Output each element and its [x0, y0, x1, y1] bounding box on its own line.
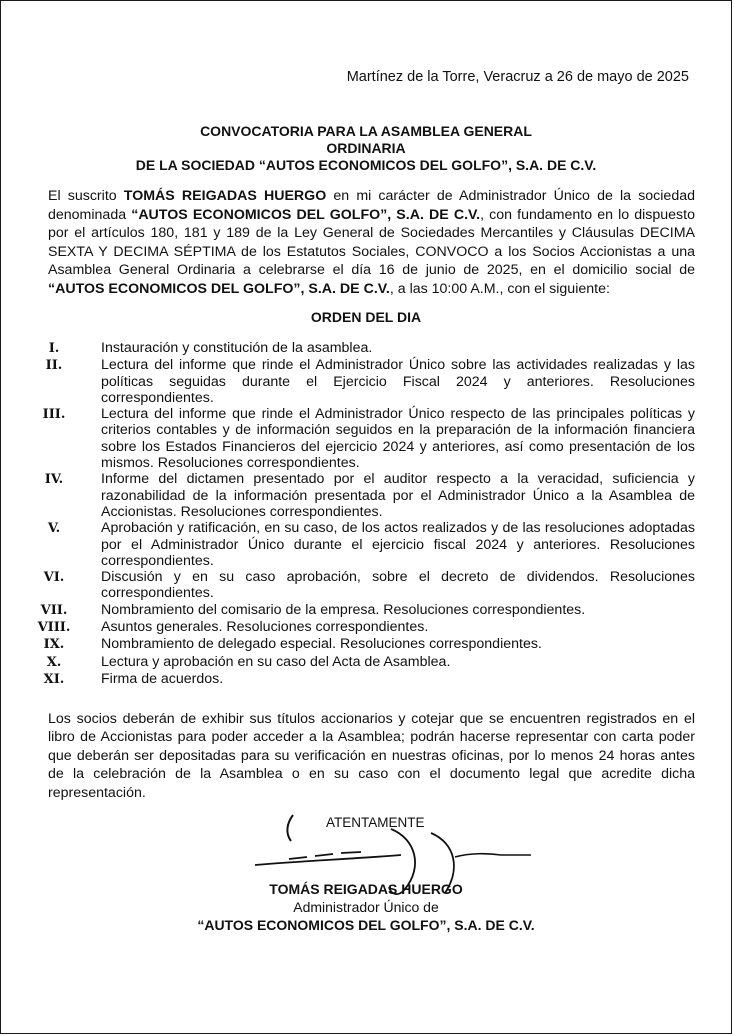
- agenda-item-number: IV.: [44, 472, 64, 488]
- agenda-item-text: Asuntos generales. Resoluciones correspondientes.: [101, 619, 429, 636]
- agenda-item-text: Lectura del informe que rinde el Administrador Único respecto de las principales políticas y criterios contables y de información seguidos en la preparación de la información financiera sobre los Estados Financieros del ejercicio 2024 y anteriores, así como presentación de los mismos. Resoluciones correspondientes.: [101, 406, 695, 472]
- agenda-item-text: Instauración y constitución de la asamblea.: [101, 340, 373, 356]
- agenda-item: [31, 671, 695, 688]
- agenda-item-text: Lectura y aprobación en su caso del Acta de Asamblea.: [101, 653, 451, 670]
- intro-paragraph: [48, 187, 695, 299]
- agenda-item-number: XI.: [43, 671, 65, 687]
- agenda-item-text: Aprobación y ratificación, en su caso, de los actos realizados y de las resoluciones adoptadas por el Administrador Único durante el ejercicio fiscal 2024 y anteriores. Resoluciones correspondientes.: [101, 520, 695, 569]
- agenda-item: [31, 654, 695, 671]
- agenda-item: [31, 602, 695, 619]
- agenda-item-text: Discusión y en su caso aprobación, sobre el decreto de dividendos. Resoluciones correspondientes.: [101, 569, 695, 602]
- closing-paragraph: Los socios deberán de exhibir sus títulos accionarios y cotejar que se encuentren registrados en el libro de Accionistas para poder acceder a la Asamblea; podrán hacerse representar con carta poder que deberán ser depositadas para su verificación en nuestras oficinas, por lo menos 24 horas antes de la celebración de la Asamblea o en su caso con el documento legal que acredite dicha representación.: [48, 711, 695, 801]
- agenda-item: [31, 357, 695, 406]
- document-title: [1, 123, 731, 174]
- agenda-item-number: I.: [48, 341, 60, 356]
- title-line-1: CONVOCATORIA PARA LA ASAMBLEA GENERAL: [200, 123, 532, 139]
- agenda-item-text: Lectura del informe que rinde el Administrador Único sobre las actividades realizadas y las políticas seguidas durante el Ejercicio Fiscal 2024 y anteriores. Resoluciones correspondientes.: [101, 357, 695, 406]
- agenda-item: [31, 520, 695, 569]
- administrator-name: TOMÁS REIGADAS HUERGO: [123, 188, 327, 204]
- company-name: “AUTOS ECONOMICOS DEL GOLFO”, S.A. DE C.V.: [48, 280, 390, 297]
- agenda-item-text: Nombramiento del comisario de la empresa. Resoluciones correspondientes.: [101, 601, 586, 618]
- agenda-item: [31, 471, 695, 520]
- agenda-item-number: II.: [45, 358, 63, 374]
- agenda-item-text: Informe del dictamen presentado por el auditor respecto a la veracidad, suficiencia y razonabilidad de la información presentada por el Administrador Único a la Asamblea de Accionistas. Resoluciones correspondientes.: [101, 471, 695, 520]
- intro-text-4: , a las 10:00 A.M., con el siguiente:: [389, 280, 610, 297]
- signer-name: TOMÁS REIGADAS HUERGO: [269, 881, 463, 897]
- salutation: ATENTAMENTE: [326, 815, 425, 830]
- intro-text-3: , con fundamento en lo dispuesto por el artículos 180, 181 y 189 de la Ley General de Sociedades Mercantiles y Cláusulas DECIMA SEXTA Y DECIMA SÉPTIMA de los Estatutos Sociales, CONVOCO a los Socios Accionistas a una Asamblea General Ordinaria a celebrarse el día 16 de junio de 2025, en el domicilio social de: [48, 206, 695, 279]
- agenda-item: [31, 406, 695, 471]
- title-line-2: ORDINARIA: [326, 140, 406, 156]
- date-line: Martínez de la Torre, Veracruz a 26 de mayo de 2025: [346, 69, 689, 85]
- title-line-3: DE LA SOCIEDAD “AUTOS ECONOMICOS DEL GOLFO”, S.A. DE C.V.: [135, 157, 597, 173]
- company-name: “AUTOS ECONOMICOS DEL GOLFO”, S.A. DE C.V.: [131, 206, 481, 223]
- agenda-item: [31, 340, 695, 357]
- intro-text-2: en mi carácter de Administrador Único de la sociedad denominada: [48, 188, 695, 223]
- agenda-item-number: VII.: [40, 602, 68, 618]
- signer-role: Administrador Único de: [293, 899, 439, 915]
- agenda-item-number: VI.: [43, 570, 65, 586]
- agenda-item: [31, 569, 695, 602]
- agenda-item-text: Firma de acuerdos.: [101, 670, 224, 687]
- agenda-item-text: Nombramiento de delegado especial. Resoluciones correspondientes.: [101, 636, 542, 653]
- agenda-item-number: IX.: [43, 637, 65, 653]
- agenda-list: [31, 340, 695, 688]
- agenda-item-number: X.: [46, 654, 62, 670]
- signer-company: “AUTOS ECONOMICOS DEL GOLFO”, S.A. DE C.V.: [197, 917, 535, 933]
- agenda-item-number: III.: [42, 407, 66, 423]
- agenda-item-number: VIII.: [37, 620, 71, 636]
- agenda-item: [31, 636, 695, 653]
- agenda-item-number: V.: [47, 521, 61, 537]
- intro-text-1: El suscrito: [48, 188, 124, 204]
- agenda-title: ORDEN DEL DIA: [310, 309, 422, 325]
- agenda-item: [31, 619, 695, 636]
